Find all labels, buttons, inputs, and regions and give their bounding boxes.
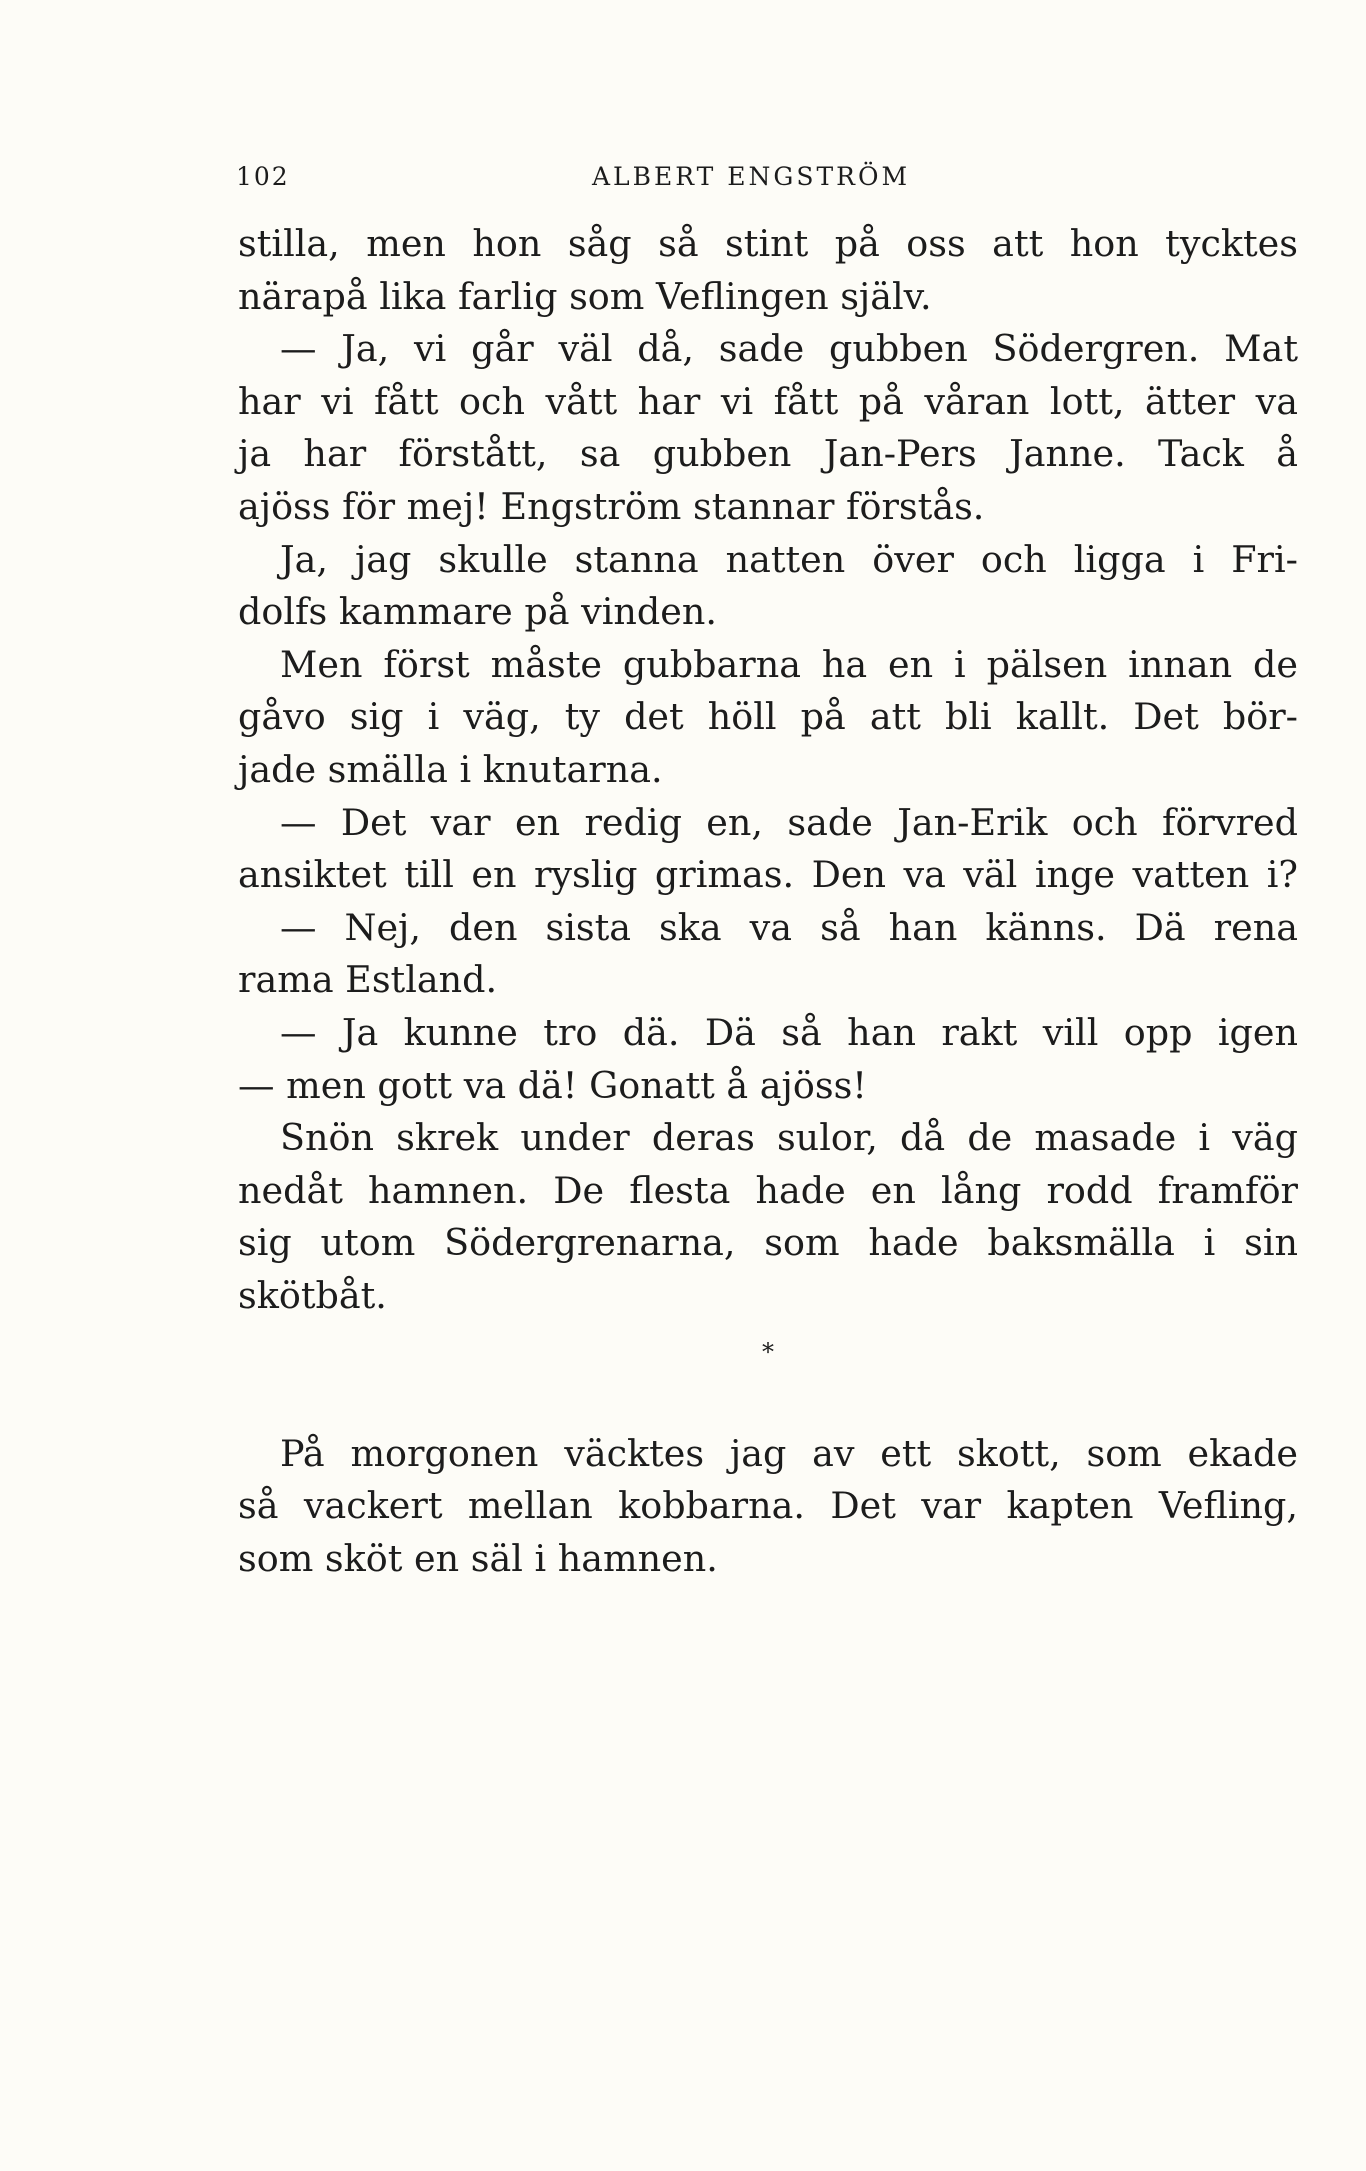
text-line: — men gott va dä! Gonatt å ajöss! bbox=[238, 1063, 867, 1107]
text-line: ajöss för mej! Engström stannar förstås. bbox=[238, 484, 985, 528]
text-line: som sköt en säl i hamnen. bbox=[238, 1536, 718, 1580]
spacer bbox=[238, 1375, 1298, 1428]
text-line: så vackert mellan kobbarna. Det var kapten Vefling, bbox=[238, 1484, 1298, 1528]
text-line: — Det var en redig en, sade Jan-Erik och förvred bbox=[280, 800, 1298, 844]
body-text bbox=[238, 218, 1298, 1585]
text-line: dolfs kammare på vinden. bbox=[238, 590, 717, 634]
text-line: Snön skrek under deras sulor, då de masade i väg bbox=[280, 1116, 1298, 1160]
page-number: 102 bbox=[236, 162, 290, 191]
text-line: ansiktet till en ryslig grimas. Den va väl inge vatten i? bbox=[238, 853, 1298, 897]
text-line: — Ja kunne tro dä. Dä så han rakt vill opp igen bbox=[280, 1010, 1298, 1054]
text-line: Men först måste gubbarna ha en i pälsen innan de bbox=[280, 642, 1298, 686]
text-line: jade smälla i knutarna. bbox=[238, 747, 663, 791]
text-line: rama Estland. bbox=[238, 958, 498, 1002]
text-line: skötbåt. bbox=[238, 1273, 387, 1317]
text-line: På morgonen väcktes jag av ett skott, som ekade bbox=[280, 1431, 1298, 1475]
running-head bbox=[236, 162, 1296, 202]
running-title: ALBERT ENGSTRÖM bbox=[592, 162, 911, 191]
section-separator: * bbox=[762, 1338, 774, 1367]
text-line: — Nej, den sista ska va så han känns. Dä rena bbox=[280, 905, 1298, 949]
text-line: gåvo sig i väg, ty det höll på att bli kallt. Det bör- bbox=[238, 695, 1298, 739]
text-line: närapå lika farlig som Veflingen själv. bbox=[238, 274, 932, 318]
text-line: stilla, men hon såg så stint på oss att hon tycktes bbox=[238, 222, 1298, 265]
text-line: ja har förstått, sa gubben Jan-Pers Janne. Tack å bbox=[238, 432, 1298, 476]
text-line: nedåt hamnen. De flesta hade en lång rodd framför bbox=[238, 1168, 1298, 1212]
text-line: har vi fått och vått har vi fått på våran lott, ätter va bbox=[238, 379, 1298, 423]
text-line: Ja, jag skulle stanna natten över och ligga i Fri- bbox=[280, 537, 1298, 581]
text-line: — Ja, vi går väl då, sade gubben Södergren. Mat bbox=[280, 327, 1298, 371]
text-line: sig utom Södergrenarna, som hade baksmälla i sin bbox=[238, 1221, 1298, 1265]
